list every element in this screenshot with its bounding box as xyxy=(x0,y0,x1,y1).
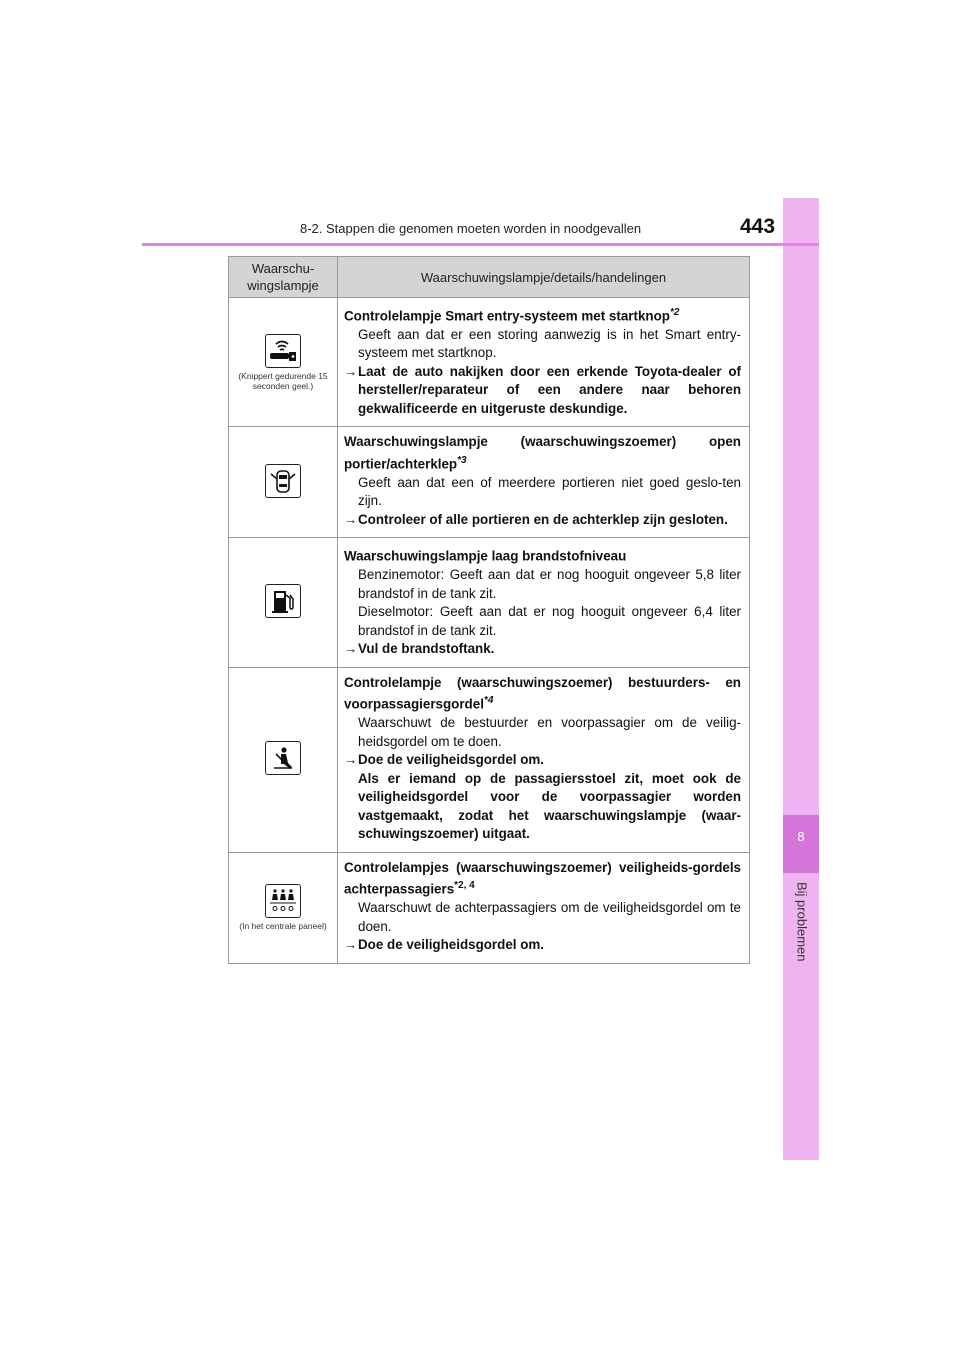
arrow-icon: → xyxy=(344,752,358,768)
column-header-details: Waarschuwingslampje/details/handelingen xyxy=(338,257,750,298)
warning-title xyxy=(344,433,741,473)
warning-description: Geeft aan dat een of meerdere portieren niet goed geslo-ten zijn. xyxy=(358,474,741,509)
warning-lights-table xyxy=(228,256,750,964)
chapter-tab[interactable] xyxy=(783,815,819,873)
action-text: Doe de veiligheidsgordel om. xyxy=(358,752,545,768)
icon-cell xyxy=(229,538,338,667)
warning-description: Geeft aan dat er een storing aanwezig is in het Smart entry-systeem met startknop. xyxy=(358,326,741,361)
action-note: Als er iemand op de passagiersstoel zit, moet ook de veiligheidsgordel voor de voorpassagier worden vastgemaakt, zodat het waarschuwingslampje (waar-schuwingszoemer) uitgaat. xyxy=(358,770,741,842)
action-text: Controleer of alle portieren en de achterklep zijn gesloten. xyxy=(358,511,728,527)
icon-cell xyxy=(229,298,338,427)
table-row xyxy=(229,538,750,667)
warning-title xyxy=(344,304,741,326)
icon-cell xyxy=(229,852,338,963)
action-line xyxy=(344,936,741,955)
table-row xyxy=(229,852,750,963)
action-line xyxy=(344,640,741,659)
open-door-icon xyxy=(265,464,301,498)
header-rule xyxy=(142,243,819,246)
footnote-ref: *3 xyxy=(457,454,467,466)
action-line xyxy=(344,751,741,770)
warning-title-text: Waarschuwingslampje (waarschuwingszoemer) open portier/achterklep xyxy=(344,434,741,472)
warning-title-text: Controlelampjes (waarschuwingszoemer) veiligheids-gordels achterpassagiers xyxy=(344,859,741,897)
table-header-row xyxy=(229,257,750,298)
table-row xyxy=(229,298,750,427)
warning-title xyxy=(344,544,741,566)
chapter-number: 8 xyxy=(797,829,805,844)
action-text: Laat de auto nakijken door een erkende Toyota-dealer of hersteller/reparateur of een andere naar behoren gekwalificeerde en uitgeruste deskundige. xyxy=(358,363,741,416)
chapter-side-strip xyxy=(783,198,819,1160)
fuel-pump-icon xyxy=(265,584,301,618)
warning-description: Dieselmotor: Geeft aan dat er nog hooguit ongeveer 6,4 liter brandstof in de tank zit. xyxy=(358,604,741,638)
action-line xyxy=(344,363,741,419)
seatbelt-icon xyxy=(265,741,301,775)
warning-description: Waarschuwt de achterpassagiers om de veiligheidsgordel om te doen. xyxy=(358,900,741,934)
warning-title xyxy=(344,674,741,714)
details-cell xyxy=(338,427,750,538)
arrow-icon: → xyxy=(344,511,358,527)
details-cell xyxy=(338,667,750,852)
icon-cell xyxy=(229,427,338,538)
page-number: 443 xyxy=(740,215,776,238)
icon-cell xyxy=(229,667,338,852)
arrow-icon: → xyxy=(344,641,358,657)
section-header: 8-2. Stappen die genomen moeten worden in noodgevallen xyxy=(300,221,642,236)
action-text: Vul de brandstoftank. xyxy=(358,641,495,657)
warning-title-text: Controlelampje (waarschuwingszoemer) bestuurders- en voorpassagiersgordel xyxy=(344,674,741,712)
column-header-icon-label: Waarschu- wingslampje xyxy=(247,261,319,293)
column-header-icon xyxy=(229,257,338,298)
arrow-icon: → xyxy=(344,937,358,953)
action-line xyxy=(344,511,741,530)
action-text: Doe de veiligheidsgordel om. xyxy=(358,937,545,953)
warning-title xyxy=(344,859,741,899)
warning-title-text: Controlelampje Smart entry-systeem met startknop xyxy=(344,308,670,324)
details-cell xyxy=(338,298,750,427)
rear-seatbelts-icon xyxy=(265,884,301,918)
table-row xyxy=(229,667,750,852)
smart-key-icon xyxy=(265,334,301,368)
footnote-ref: *4 xyxy=(483,695,494,707)
arrow-icon: → xyxy=(344,363,358,379)
icon-caption: (In het centrale paneel) xyxy=(239,921,327,932)
warning-description: Benzinemotor: Geeft aan dat er nog hooguit ongeveer 5,8 liter brandstof in de tank zit. xyxy=(358,567,741,601)
footnote-ref: *2 xyxy=(669,307,680,318)
footnote-ref: *2, 4 xyxy=(454,880,475,892)
chapter-title: Bij problemen xyxy=(794,882,810,962)
details-cell xyxy=(338,538,750,667)
table-row xyxy=(229,427,750,538)
icon-caption: (Knippert gedurende 15 seconden geel.) xyxy=(238,370,328,391)
details-cell xyxy=(338,852,750,963)
warning-description: Waarschuwt de bestuurder en voorpassagier om de veilig-heidsgordel om te doen. xyxy=(358,715,741,749)
warning-title-text: Waarschuwingslampje laag brandstofniveau xyxy=(344,548,627,564)
